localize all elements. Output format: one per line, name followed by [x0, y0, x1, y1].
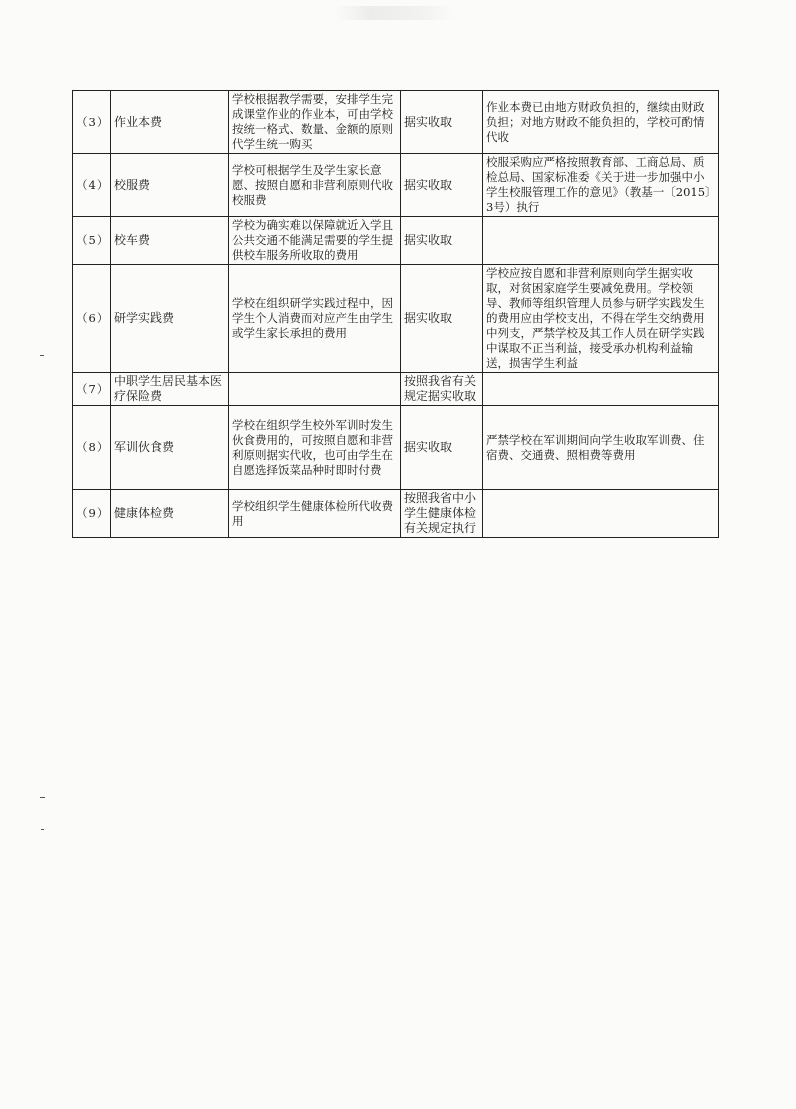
fee-notes: 学校应按自愿和非营利原则向学生据实收取，对贫困家庭学生要减免费用。学校领导、教师等组织管理人员参与研学实践发生的费用应由学校支出，不得在学生交纳费用中列支，严禁学校及其工作人员在研学实践中谋取不正当利益，接受承办机构利益输送，损害学生利益 — [483, 265, 719, 373]
fee-method: 据实收取 — [401, 265, 483, 373]
fee-name: 校服费 — [111, 154, 229, 217]
row-number: （5） — [73, 217, 111, 265]
row-number: （6） — [73, 265, 111, 373]
fee-method: 据实收取 — [401, 406, 483, 490]
row-number: （7） — [73, 373, 111, 406]
fee-notes — [483, 217, 719, 265]
fee-method: 据实收取 — [401, 154, 483, 217]
fee-method: 据实收取 — [401, 91, 483, 154]
row-number: （8） — [73, 406, 111, 490]
table-row — [73, 406, 719, 490]
table-row — [73, 154, 719, 217]
fee-name: 校车费 — [111, 217, 229, 265]
fee-name: 中职学生居民基本医疗保险费 — [111, 373, 229, 406]
fee-scope: 学校组织学生健康体检所代收费用 — [229, 490, 401, 538]
scan-smudge — [335, 6, 455, 20]
table-row — [73, 265, 719, 373]
fee-method: 据实收取 — [401, 217, 483, 265]
fee-method: 按照我省有关规定据实收取 — [401, 373, 483, 406]
scan-speck — [40, 355, 44, 356]
table-row — [73, 217, 719, 265]
fee-scope — [229, 373, 401, 406]
fee-scope: 学校在组织研学实践过程中，因学生个人消费而对应产生由学生或学生家长承担的费用 — [229, 265, 401, 373]
row-number: （9） — [73, 490, 111, 538]
fee-notes — [483, 373, 719, 406]
scan-speck — [41, 829, 44, 830]
row-number: （4） — [73, 154, 111, 217]
row-number: （3） — [73, 91, 111, 154]
scan-speck — [40, 797, 45, 798]
fee-table — [72, 90, 719, 538]
fee-scope: 学校根据教学需要，安排学生完成课堂作业的作业本，可由学校按统一格式、数量、金额的原则代学生统一购买 — [229, 91, 401, 154]
fee-method: 按照我省中小学生健康体检有关规定执行 — [401, 490, 483, 538]
fee-scope: 学校为确实难以保障就近入学且公共交通不能满足需要的学生提供校车服务所收取的费用 — [229, 217, 401, 265]
fee-notes: 严禁学校在军训期间向学生收取军训费、住宿费、交通费、照相费等费用 — [483, 406, 719, 490]
fee-name: 研学实践费 — [111, 265, 229, 373]
fee-name: 作业本费 — [111, 91, 229, 154]
fee-scope: 学校可根据学生及学生家长意愿、按照自愿和非营利原则代收校服费 — [229, 154, 401, 217]
table-row — [73, 91, 719, 154]
table-row — [73, 373, 719, 406]
fee-notes: 作业本费已由地方财政负担的，继续由财政负担；对地方财政不能负担的，学校可酌情代收 — [483, 91, 719, 154]
fee-name: 健康体检费 — [111, 490, 229, 538]
table-row — [73, 490, 719, 538]
fee-name: 军训伙食费 — [111, 406, 229, 490]
fee-notes — [483, 490, 719, 538]
fee-scope: 学校在组织学生校外军训时发生伙食费用的，可按照自愿和非营利原则据实代收，也可由学生在自愿选择饭菜品种时即时付费 — [229, 406, 401, 490]
fee-notes: 校服采购应严格按照教育部、工商总局、质检总局、国家标准委《关于进一步加强中小学生校服管理工作的意见》（教基一〔2015〕3号）执行 — [483, 154, 719, 217]
